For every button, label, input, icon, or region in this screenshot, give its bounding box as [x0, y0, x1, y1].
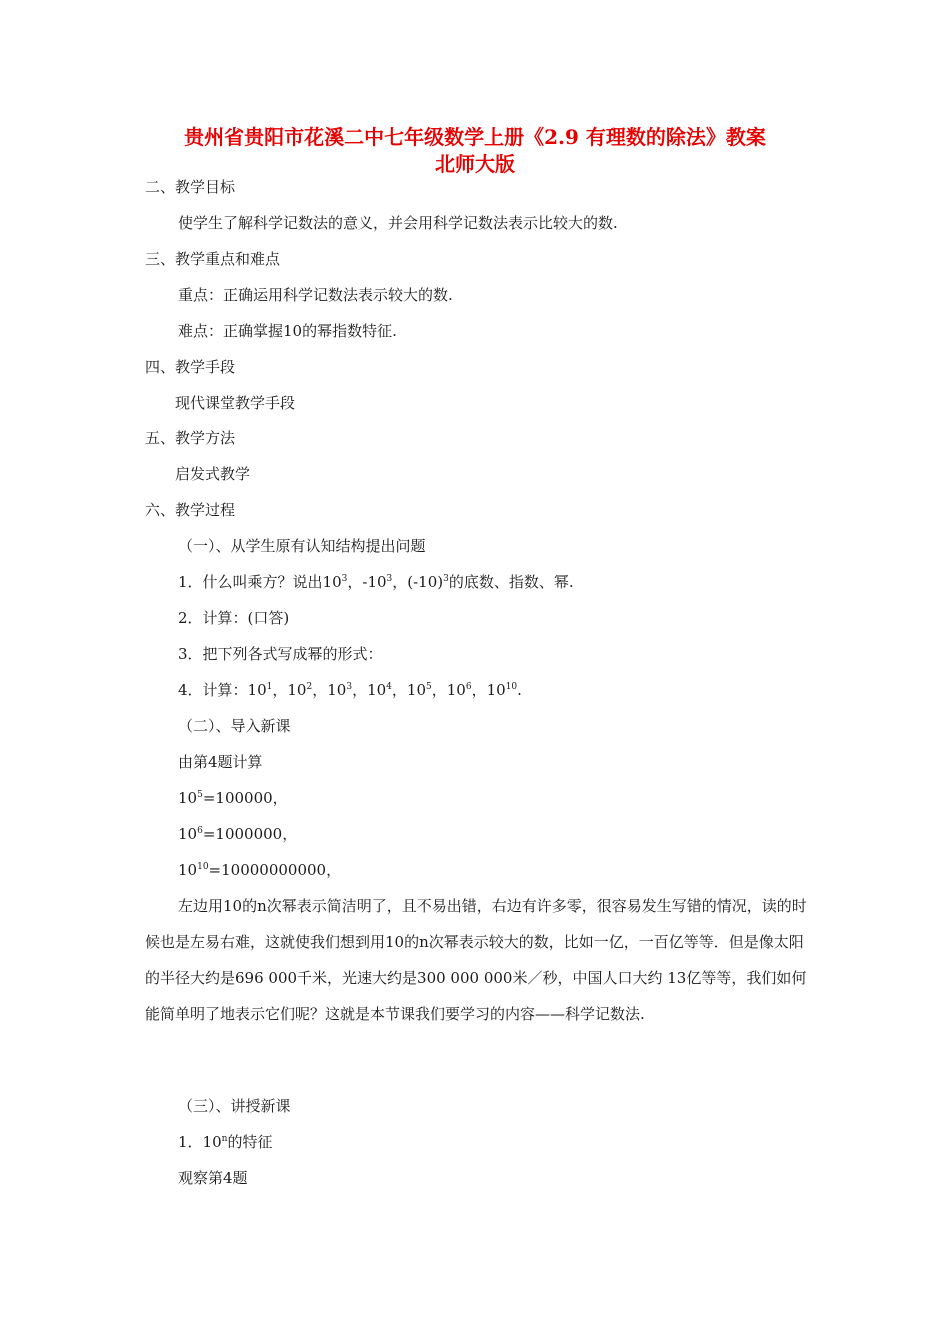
- means-text: 现代课堂教学手段: [175, 394, 296, 412]
- power-exponent: 2: [306, 682, 313, 692]
- question-4: 4．计算：$10^1$，$10^2$，$10^3$，$10^4$，$10^5$，$10^6$，$10^{10}$.: [178, 681, 522, 699]
- power-base: 10: [486, 681, 506, 699]
- question-3: 3．把下列各式写成幂的形式：: [178, 645, 383, 663]
- equation-3: $10^{10}=10000000000$，: [178, 861, 342, 879]
- power-exponent: 5: [426, 682, 432, 692]
- power-base: 10: [367, 681, 387, 699]
- power-separator: ，: [471, 681, 487, 699]
- power-base: 10: [446, 681, 466, 699]
- power-separator: ，: [352, 681, 368, 699]
- power-separator: ，: [312, 681, 328, 699]
- power-exponent: 4: [386, 682, 392, 692]
- power-base: 10: [287, 681, 307, 699]
- power-base: 10: [406, 681, 427, 699]
- difficulty-text: 难点：正确掌握10的幂指数特征.: [178, 322, 397, 340]
- method-heading: 五、教学方法: [145, 429, 236, 447]
- power-exponent: 6: [465, 682, 472, 692]
- power-exponent: 10: [505, 682, 518, 692]
- question-1: 1．什么叫乘方？说出$10^3$，$-10^3$，$(-10)^3$的底数、指数、幂.: [178, 573, 574, 591]
- document-title-line2: 北师大版: [435, 152, 515, 176]
- means-heading: 四、教学手段: [145, 358, 236, 376]
- keypoints-heading: 三、教学重点和难点: [145, 250, 281, 268]
- power-list: [248, 681, 522, 699]
- intro-text: 由第4题计算: [178, 753, 263, 771]
- feature-item: 1．10$^n$的特征: [178, 1133, 273, 1151]
- power-separator: ，: [272, 681, 288, 699]
- part1-heading: （一）、从学生原有认知结构提出问题: [178, 537, 426, 555]
- equation-1: $10^5=100000$，: [178, 789, 288, 807]
- objective-heading: 二、教学目标: [145, 178, 236, 196]
- equation-2: $10^6=1000000$，: [178, 825, 298, 843]
- intro-paragraph: 左边用10的n次幂表示简洁明了，且不易出错，右边有许多零，很容易发生写错的情况，读的时候也是左易右难，这就使我们想到用10的n次幂表示较大的数，比如一亿，一百亿等等．但是像太阳的半径大约是696 000千米，光速大约是300 000 000米／秒，中国人口大约 13亿等等，我们如何能简单明了地表示它们呢？这就是本节课我们要学习的内容——科学记数法.: [145, 897, 807, 1023]
- method-text: 启发式教学: [175, 465, 251, 483]
- process-heading: 六、教学过程: [145, 501, 236, 519]
- keypoint-text: 重点：正确运用科学记数法表示较大的数.: [178, 286, 453, 304]
- power-exponent: 3: [346, 682, 353, 692]
- objective-text: 使学生了解科学记数法的意义，并会用科学记数法表示比较大的数.: [178, 214, 618, 232]
- part3-heading: （三）、讲授新课: [178, 1097, 291, 1115]
- question-2: 2．计算：(口答): [178, 609, 290, 627]
- power-separator: ，: [391, 681, 407, 699]
- document-title: 贵州省贵阳市花溪二中七年级数学上册《2.9 有理数的除法》教案: [184, 125, 766, 149]
- power-separator: .: [517, 681, 522, 699]
- power-separator: ，: [431, 681, 447, 699]
- power-base: 10: [327, 681, 347, 699]
- power-base: 10: [247, 681, 267, 699]
- part2-heading: （二）、导入新课: [178, 717, 291, 735]
- observe-text: 观察第4题: [178, 1169, 248, 1187]
- power-exponent: 1: [266, 682, 273, 692]
